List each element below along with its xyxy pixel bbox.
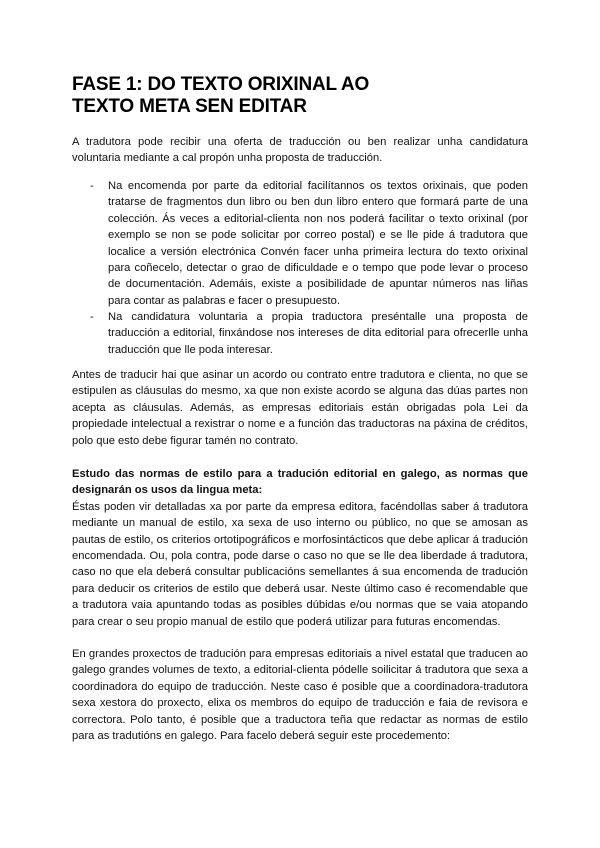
- projects-paragraph: En grandes proxectos de tradución para empresas editoriais a nivel estatal que traducen ao galego grandes volumes de texto, a editorial-clienta pódelle soilicitar á tradutora que sexa a coordinadora do equipo de traducción. Neste caso é posible que a coordinadora-tradutora sexa xestora do proxecto, elixa os membros do equipo de traducción e faia de revisora e correctora. Polo tanto, é posible que a traductora teña que redactar as normas de estilo para as tradutións en galego. Para facelo deberá seguir este procedemento:: [72, 648, 528, 743]
- contract-paragraph: Antes de traducir hai que asinar un acordo ou contrato entre tradutora e clienta, no que se estipulen as cláusulas do mesmo, xa que non existe acordo se alguna das dúas partes non acepta as cláusulas. Además, as empresas editoriais están obrigadas pola Lei da propiedade intelectual a rexistrar o nome e a función das traductoras na páxina de créditos, polo que esto debe figurar tamén no contrato.: [72, 369, 528, 447]
- bullet-text: Na encomenda por parte da editorial facilítannos os textos orixinais, que poden tratarse de fragmentos dun libro ou ben dun libro entero que formará parte de una colección. Ás veces a editorial-clienta non nos poderá facilitar o texto orixinal (por exemplo se non se pode solicitar por correo postal) e se lle pide á tradutora que localice a versión electrónica Convén facer unha primeira lectura do texto orixinal para coñecelo, detectar o grao de dificuldade e o tempo que pode levar o proceso de documentación. Ademáis, existe a posibilidade de apuntar números nas liñas para contar as palabras e facer o presupuesto.: [108, 180, 528, 307]
- style-paragraph: Éstas poden vir detalladas xa por parte da empresa editora, facéndollas saber á tradutora mediante un manual de estilo, xa sexa de uso interno ou público, no que se amosan as pautas de estilo, os criterios ortotipográficos e morfosintácticos que debe aplicar á tradución encomendada. Ou, pola contra, pode darse o caso no que se lle dea liberdade á tradutora, caso no que ela deberá consultar publicacións semellantes á sua encomenda de tradución para deducir os criterios de estilo que deberá usar. Neste último caso é recomendable que a tradutora vaia apuntando todas as posibles dúbidas e/ou normas que se vaia atopando para crear o seu propio manual de estilo que poderá utilizar para futuras encomendas.: [72, 500, 528, 628]
- title-line-2: TEXTO META SEN EDITAR: [72, 96, 307, 117]
- bullet-marker: -: [90, 180, 94, 192]
- bullet-item-encomenda: [90, 178, 528, 309]
- style-section: [72, 466, 528, 630]
- intro-paragraph: A tradutora pode recibir una oferta de traducción ou ben realizar unha candidatura voluntaria mediante a cal propón unha proposta de traducción.: [72, 136, 528, 165]
- bullet-text: Na candidatura voluntaria a propia traductora preséntalle una proposta de traducción a editorial, finxándose nos intereses de dita editorial para ofrecerlle unha traducción que lle poda interesar.: [108, 311, 528, 356]
- title-line-1: FASE 1: DO TEXTO ORIXINAL AO: [72, 74, 370, 95]
- bullet-marker: -: [90, 311, 94, 323]
- section-heading: Estudo das normas de estilo para a tradución editorial en galego, as normas que designarán os usos da lingua meta:: [72, 468, 528, 497]
- bullet-item-candidatura: [90, 309, 528, 358]
- page-title: [72, 74, 369, 118]
